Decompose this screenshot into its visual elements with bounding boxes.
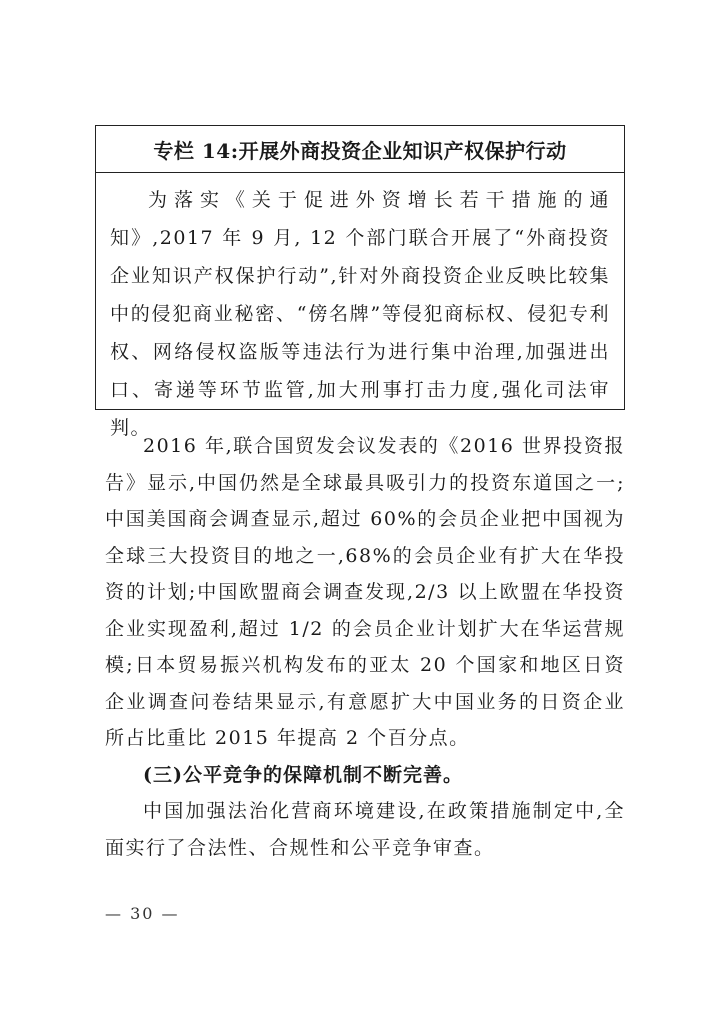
paragraph-investment-report: 2016 年,联合国贸发会议发表的《2016 世界投资报告》显示,中国仍然是全球最具吸引力的投资东道国之一;中国美国商会调查显示,超过 60%的会员企业把中国视为全球三大投资目的地之一,68%的会员企业有扩大在华投资的计划;中国欧盟商会调查发现,2/3 以上欧盟在华投资企业实现盈利,超过 1/2 的会员企业计划扩大在华运营规模;日本贸易振兴机构发布的亚太 20 个国家和地区日资企业调查问卷结果显示,有意愿扩大中国业务的日资企业所占比重比 2015 年提高 2 个百分点。 [105, 435, 625, 749]
column-title: 专栏 14:开展外商投资企业知识产权保护行动 [96, 126, 624, 173]
column-body: 为落实《关于促进外资增长若干措施的通知》,2017 年 9 月, 12 个部门联合开展了“外商投资企业知识产权保护行动”,针对外商投资企业反映比较集中的侵犯商业秘密、“傍名牌”等侵犯商标权、侵犯专利权、网络侵权盗版等违法行为进行集中治理,加强进出口、寄递等环节监管,加大刑事打击力度,强化司法审判。 [110, 189, 610, 439]
paragraph-rule-of-law: 中国加强法治化营商环境建设,在政策措施制定中,全面实行了合法性、合规性和公平竞争审查。 [105, 800, 625, 859]
main-text [105, 428, 625, 866]
page-number: — 30 — [105, 904, 180, 923]
column-box [95, 125, 625, 439]
section-heading: (三)公平竞争的保障机制不断完善。 [143, 763, 463, 786]
